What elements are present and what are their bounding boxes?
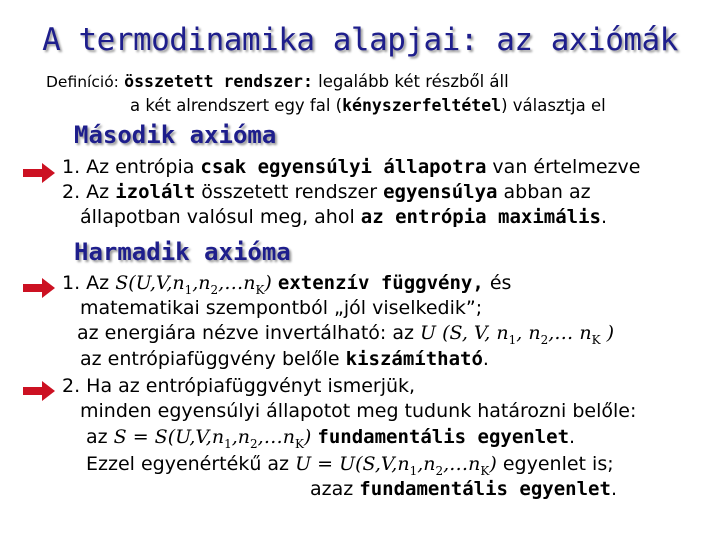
- second-axiom-item-2-cont: [80, 206, 607, 228]
- arrow-right-icon: [22, 162, 56, 184]
- text: egyenlet is;: [496, 453, 614, 475]
- text: Ezzel egyenértékű az: [86, 453, 296, 475]
- text: abban az: [497, 181, 591, 203]
- page-title: A termodinamika alapjai: az axiómák: [42, 22, 678, 58]
- definition-text-1: legalább két részből áll: [312, 72, 509, 91]
- emphasis: fundamentális egyenlet: [317, 426, 570, 448]
- second-axiom-heading: Második axióma: [74, 121, 277, 149]
- text: az energiára nézve invertálható: az: [77, 322, 421, 344]
- entropy-function: $S(U,V,n_1,n_2,\dots n_K)$: [115, 272, 272, 297]
- text: azaz: [310, 478, 360, 500]
- definition-term: összetett rendszer:: [124, 72, 313, 91]
- definition-term-2: kényszerfeltétel: [342, 96, 502, 115]
- text: .: [610, 478, 617, 500]
- emphasis: csak egyensúlyi állapotra: [200, 156, 487, 178]
- third-axiom-line-6: minden egyensúlyi állapotot meg tudunk határozni belőle:: [80, 400, 637, 422]
- text: az: [86, 426, 114, 448]
- text: 2. Az: [62, 181, 116, 203]
- text: van értelmezve: [486, 156, 641, 178]
- third-axiom-line-2: matematikai szempontból „jól viselkedik”;: [80, 297, 483, 319]
- third-axiom-line-7: [86, 426, 575, 451]
- definition-label: Definíció:: [46, 73, 119, 91]
- third-axiom-heading: Harmadik axióma: [74, 238, 291, 266]
- definition-text-2a: a két alrendszert egy fal (: [130, 96, 343, 115]
- text: 1. Az: [62, 272, 116, 294]
- emphasis: egyensúlya: [383, 181, 498, 203]
- arrow-right-icon: [22, 277, 56, 299]
- fundamental-equation-u: $U = U(S,V,n_1,n_2,\dots n_K)$: [295, 453, 497, 478]
- third-axiom-line-8: [86, 453, 614, 478]
- third-axiom-line-1: [62, 272, 511, 297]
- third-axiom-line-4: [80, 348, 489, 370]
- emphasis: fundamentális egyenlet: [359, 478, 611, 500]
- text: állapotban valósul meg, ahol: [80, 206, 361, 228]
- third-axiom-line-5: 2. Ha az entrópiafüggvényt ismerjük,: [62, 375, 416, 397]
- text: és: [483, 272, 512, 294]
- fundamental-equation-s: $S = S(U,V,n_1,n_2,\dots n_K)$: [113, 426, 312, 451]
- text: 1. Az entrópia: [62, 156, 201, 178]
- energy-function: U (S, V, $n_1$, $n_2,\dots$ $n_K$ ): [420, 322, 614, 347]
- text: .: [482, 348, 489, 370]
- definition-text-2b: ) választja el: [501, 96, 606, 115]
- definition-line-2: [130, 96, 606, 115]
- text: .: [569, 426, 576, 448]
- text: az entrópiafüggvény belőle: [80, 348, 346, 370]
- third-axiom-line-9: [310, 478, 617, 500]
- text: összetett rendszer: [195, 181, 384, 203]
- arrow-right-icon: [22, 380, 56, 402]
- definition-line-1: [46, 72, 509, 91]
- emphasis: az entrópia maximális: [360, 206, 601, 228]
- emphasis: izolált: [115, 181, 196, 203]
- second-axiom-item-1: [62, 156, 640, 178]
- text: .: [601, 206, 608, 228]
- second-axiom-item-2: [62, 181, 591, 203]
- third-axiom-line-3: [77, 322, 614, 347]
- emphasis: kiszámítható: [345, 348, 483, 370]
- emphasis: extenzív függvény,: [277, 272, 484, 294]
